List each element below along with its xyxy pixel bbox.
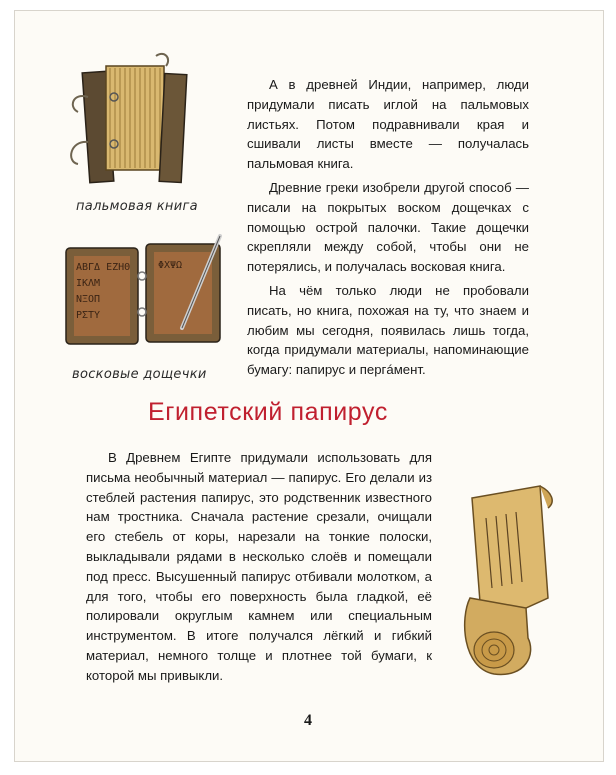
paragraph-paper: На чём только люди не пробовали писать, но книга, похожая на ту, что знаем и любим мы сегодня, появилась лишь тогда, когда придумали материалы, напоминающие бумагу: папирус и пергáмент. <box>247 282 529 378</box>
tablet-left-line1: ΑΒΓΔ ΕΖΗΘ <box>76 262 131 273</box>
caption-palm-book: пальмовая книга <box>76 199 198 214</box>
palm-leaf-book-illustration <box>48 52 216 192</box>
tablet-left-line4: ΡΣΤΥ <box>76 310 101 321</box>
caption-wax-tablets: восковые дощечки <box>72 367 207 382</box>
wax-tablets-illustration <box>62 232 232 350</box>
papyrus-scroll-illustration <box>456 478 566 688</box>
paragraph-palm: А в древней Индии, например, люди придумали писать иглой на пальмовых листьях. Потом подравнивали края и сшивали листы вместе — получалась пальмовая книга. <box>247 77 529 172</box>
tablet-left-line3: ΝΞΟΠ <box>76 294 101 305</box>
page-number: 4 <box>304 712 312 729</box>
paragraph-greek: Древние греки изобрели другой способ — писали на покрытых воском дощечках с помощью острой палочки. Такие дощечки скрепляли между собой, чтобы они не потерялись, и получалась восковая книга. <box>247 179 529 275</box>
tablet-left-line2: ΙΚΛΜ <box>76 278 101 289</box>
section-heading: Египетский папирус <box>148 398 388 426</box>
paragraph-papyrus: В Древнем Египте придумали использовать для письма необычный материал — папирус. Его делали из стеблей растения папирус, это родственник известного нам тростника. Сначала растение срезали, очищали его стебель от коры, нарезали на тонкие полоски, выкладывали рядами в несколько слоёв и помещали под пресс. Высушенный папирус отбивали молотком, а для того, чтобы его поверхность была гладкой, её полировали округлым камнем или специальным инструментом. В итоге получался лёгкий и гибкий материал, немного толще и плотнее той бумаги, к которой мы привыкли. <box>86 450 432 683</box>
papyrus-text-block <box>86 448 432 686</box>
intro-text-block <box>247 75 529 380</box>
tablet-right-line: ΦΧΨΩ <box>158 260 183 271</box>
